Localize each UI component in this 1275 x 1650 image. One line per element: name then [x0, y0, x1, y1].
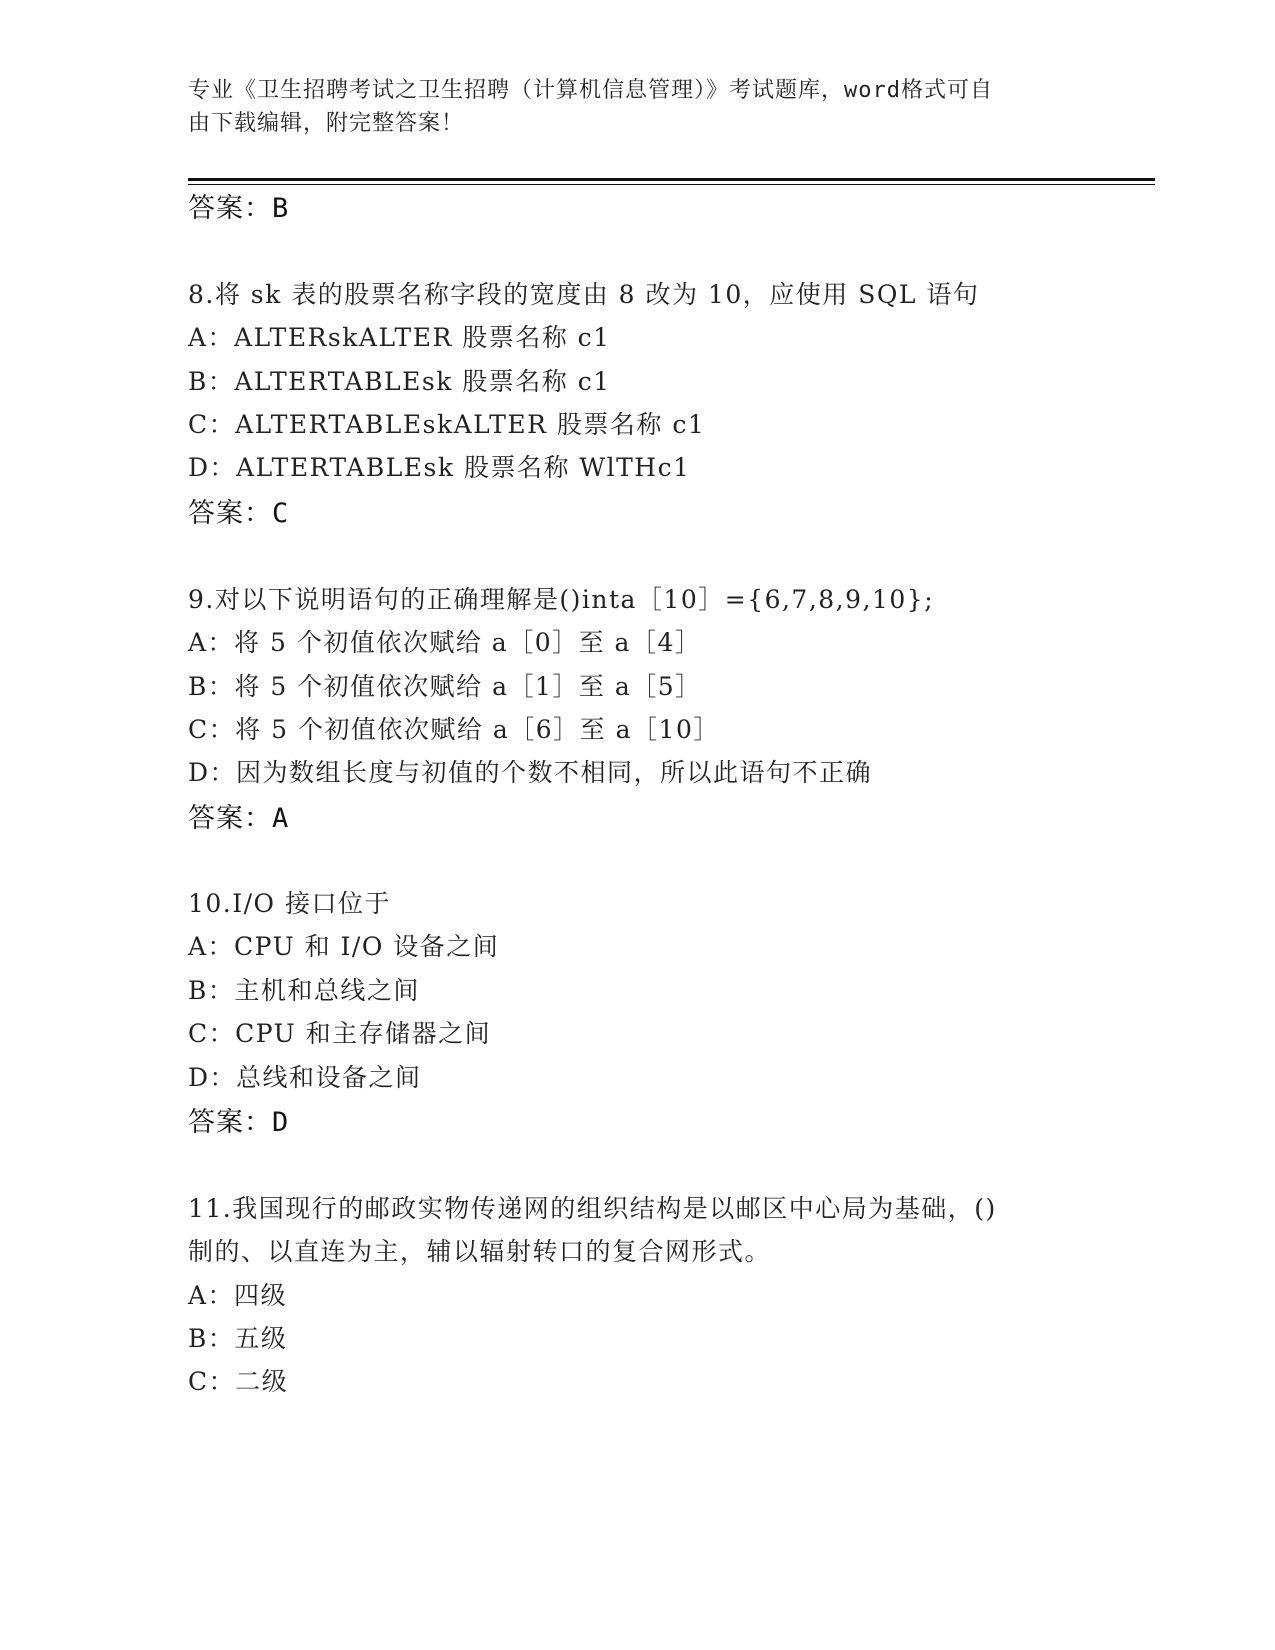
question-10-answer — [188, 1100, 289, 1139]
answer-value: C — [272, 498, 290, 529]
answer-label: 答案： — [188, 193, 272, 224]
answer-value: A — [272, 803, 290, 834]
question-11-option-c: C：二级 — [188, 1367, 289, 1396]
question-9-option-b: B：将 5 个初值依次赋给 a［1］至 a［5］ — [188, 672, 702, 701]
document-header — [188, 74, 1088, 140]
question-8-option-a: A：ALTERskALTER 股票名称 c1 — [188, 323, 611, 352]
question-9-answer — [188, 796, 289, 835]
header-line-2: 由下载编辑，附完整答案！ — [188, 111, 465, 136]
question-11-option-b: B：五级 — [188, 1324, 288, 1353]
header-divider-thick — [188, 178, 1155, 181]
answer-label: 答案： — [188, 803, 272, 834]
question-8-option-c: C：ALTERTABLEskALTER 股票名称 c1 — [188, 410, 706, 439]
question-8-stem: 8.将 sk 表的股票名称字段的宽度由 8 改为 10，应使用 SQL 语句 — [188, 280, 980, 309]
question-8-answer — [188, 491, 289, 530]
answer-line — [188, 186, 289, 225]
question-10-option-b: B：主机和总线之间 — [188, 976, 420, 1005]
question-11-option-a: A：四级 — [188, 1281, 288, 1310]
header-divider-thin — [188, 184, 1155, 185]
question-9-option-c: C：将 5 个初值依次赋给 a［6］至 a［10］ — [188, 715, 720, 744]
header-line-1: 专业《卫生招聘考试之卫生招聘（计算机信息管理）》考试题库，word格式可自 — [188, 78, 993, 103]
answer-label: 答案： — [188, 1107, 272, 1138]
answer-value: D — [272, 1107, 290, 1138]
answer-value: B — [272, 193, 290, 224]
question-9-stem: 9.对以下说明语句的正确理解是()inta［10］={6,7,8,9,10}; — [188, 585, 935, 614]
question-8-option-d: D：ALTERTABLEsk 股票名称 WlTHc1 — [188, 453, 691, 482]
question-9-option-d: D：因为数组长度与初值的个数不相同，所以此语句不正确 — [188, 758, 873, 787]
question-8-option-b: B：ALTERTABLEsk 股票名称 c1 — [188, 367, 611, 396]
question-9-option-a: A：将 5 个初值依次赋给 a［0］至 a［4］ — [188, 628, 702, 657]
answer-label: 答案： — [188, 498, 272, 529]
question-10-option-d: D：总线和设备之间 — [188, 1063, 422, 1092]
question-11-stem-line-2: 制的、以直连为主，辅以辐射转口的复合网形式。 — [188, 1237, 772, 1266]
question-10-option-a: A：CPU 和 I/O 设备之间 — [188, 932, 500, 961]
question-10-option-c: C：CPU 和主存储器之间 — [188, 1019, 492, 1048]
question-11-stem-line-1: 11.我国现行的邮政实物传递网的组织结构是以邮区中心局为基础，() — [188, 1194, 997, 1223]
question-10-stem: 10.I/O 接口位于 — [188, 889, 391, 918]
